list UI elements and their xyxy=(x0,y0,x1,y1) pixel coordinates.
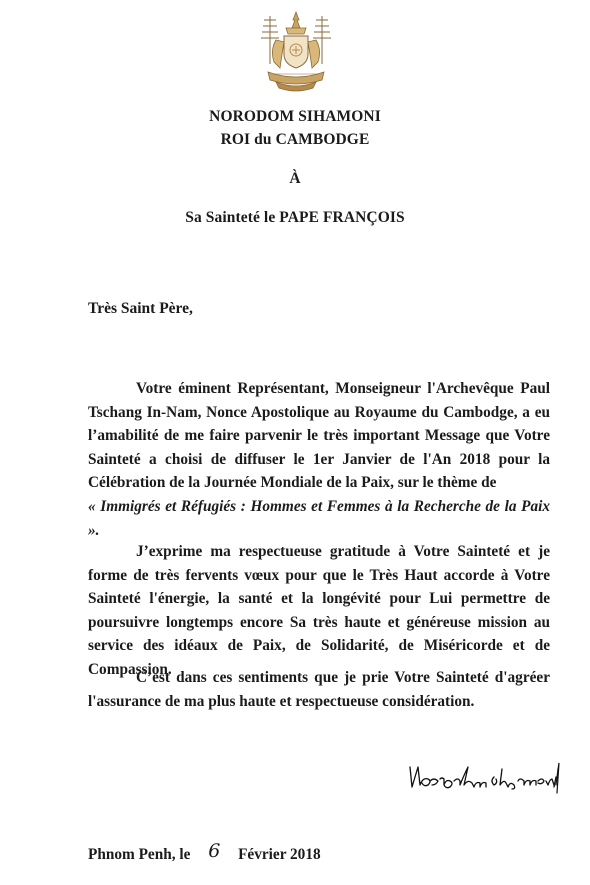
place-and-date xyxy=(88,842,321,864)
place-prefix: Phnom Penh, le xyxy=(88,846,191,863)
paragraph-1-text: Votre éminent Représentant, Monseigneur l'Archevêque Paul Tschang In-Nam, Nonce Apostolique au Royaume du Cambodge, a eu l’amabilité de me faire parvenir le très important Message que Votre Sainteté a choisi de diffuser le 1er Janvier de l'An 2018 pour la Célébration de la Journée Mondiale de la Paix, sur le thème de xyxy=(88,380,550,492)
addressee-preposition: À xyxy=(289,170,301,187)
royal-coat-of-arms-icon xyxy=(256,10,336,96)
message-theme: « Immigrés et Réfugiés : Hommes et Femmes à la Recherche de la Paix ». xyxy=(88,497,550,539)
paragraph-3-text: C’est dans ces sentiments que je prie Votre Sainteté d'agréer l'assurance de ma plus haute et respectueuse considération. xyxy=(88,669,550,710)
handwritten-day: 6 xyxy=(208,840,221,862)
body-paragraph-3 xyxy=(88,666,550,713)
paragraph-2-text: J’exprime ma respectueuse gratitude à Votre Sainteté et je forme de très fervents vœux pour que le Très Haut accorde à Votre Sainteté l'énergie, la santé et la longévité pour Lui permettre de poursuivre longtemps encore Sa très haute et généreuse mission au service des idéaux de Paix, de Solidarité, de Miséricorde et de Compassion. xyxy=(88,543,550,678)
salutation: Très Saint Père, xyxy=(88,300,193,317)
body-paragraph-1 xyxy=(88,377,550,542)
sender-title: ROI du CAMBODGE xyxy=(220,131,370,148)
body-paragraph-2 xyxy=(88,540,550,682)
recipient-name: Sa Sainteté le PAPE FRANÇOIS xyxy=(185,209,405,226)
sender-name: NORODOM SIHAMONI xyxy=(209,108,381,125)
month-year: Février 2018 xyxy=(238,846,321,863)
handwritten-signature xyxy=(406,755,566,805)
